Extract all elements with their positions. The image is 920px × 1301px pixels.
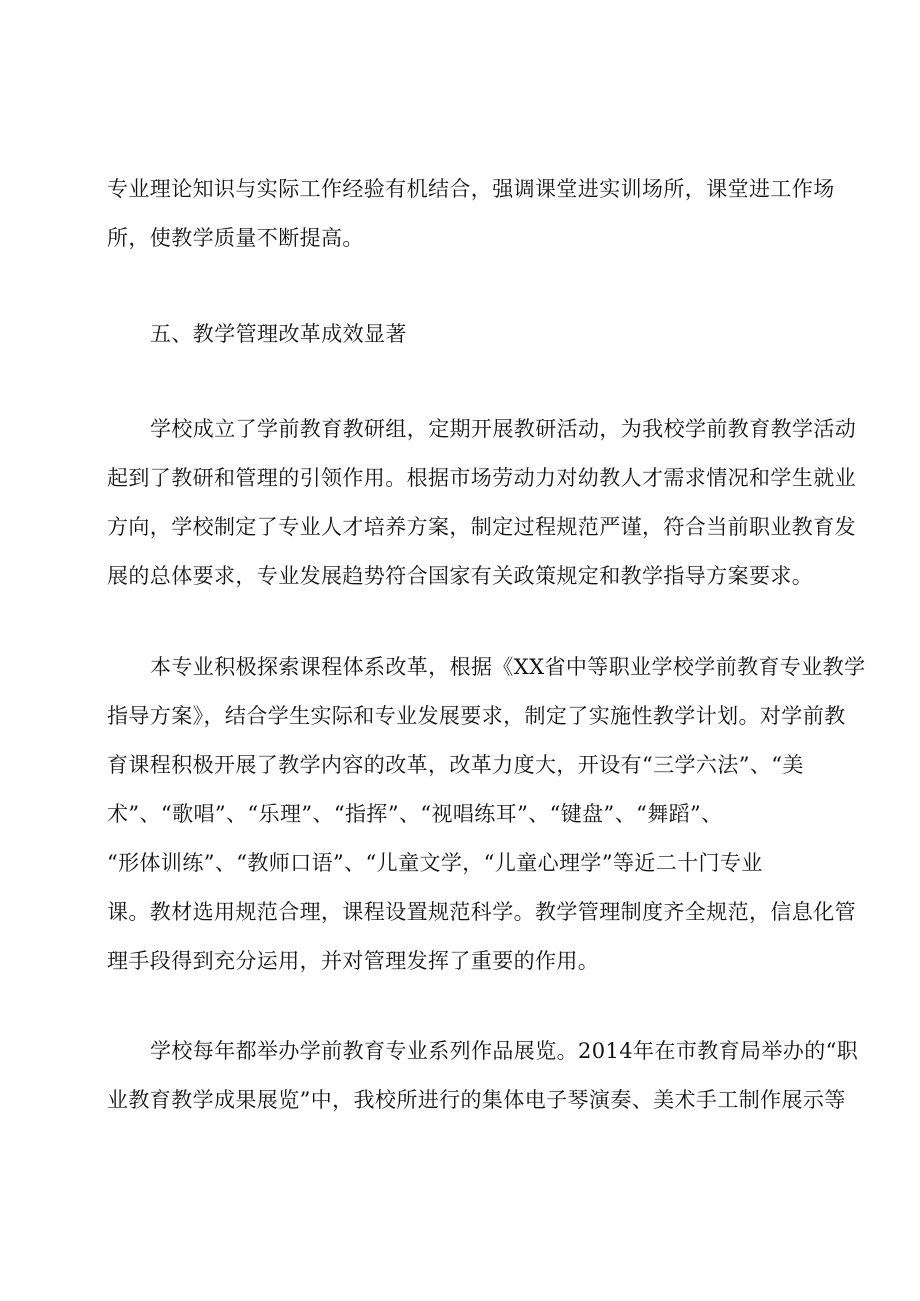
paragraph-1-line-3: 方向，学校制定了专业人才培养方案，制定过程规范严谨，符合当前职业教育发 <box>107 515 856 539</box>
paragraph-2-line-7: 理手段得到充分运用，并对管理发挥了重要的作用。 <box>107 949 600 973</box>
paragraph-2-line-4: 术”、“歌唱”、“乐理”、“指挥”、“视唱练耳”、“键盘”、“舞蹈”、 <box>107 802 723 826</box>
paragraph-2-line-5: “形体训练”、“教师口语”、“儿童文学，“儿童心理学”等近二十门专业 <box>107 851 763 875</box>
section-heading: 五、教学管理改革成效显著 <box>150 322 407 346</box>
paragraph-1-line-2: 起到了教研和管理的引领作用。根据市场劳动力对幼教人才需求情况和学生就业 <box>107 466 856 490</box>
paragraph-2-line-3: 育课程积极开展了教学内容的改革，改革力度大，开设有“三学六法”、“美 <box>107 753 804 777</box>
paragraph-2-line-6: 课。教材选用规范合理，课程设置规范科学。教学管理制度齐全规范，信息化管 <box>107 900 856 924</box>
paragraph-2-line-1: 本专业积极探索课程体系改革，根据《XX省中等职业学校学前教育专业教学 <box>150 655 866 679</box>
paragraph-2-line-2: 指导方案》，结合学生实际和专业发展要求，制定了实施性教学计划。对学前教 <box>107 704 846 728</box>
paragraph-1-line-1: 学校成立了学前教育教研组，定期开展教研活动，为我校学前教育教学活动 <box>150 417 857 441</box>
paragraph-3-line-1: 学校每年都举办学前教育专业系列作品展览。2014年在市教育局举办的“职 <box>150 1039 859 1063</box>
paragraph-continued-line-2: 所，使教学质量不断提高。 <box>107 226 364 250</box>
paragraph-continued-line-1: 专业理论知识与实际工作经验有机结合，强调课堂进实训场所，课堂进工作场 <box>107 177 835 201</box>
paragraph-1-line-4: 展的总体要求，专业发展趋势符合国家有关政策规定和教学指导方案要求。 <box>107 564 814 588</box>
paragraph-3-line-2: 业教育教学成果展览”中，我校所进行的集体电子琴演奏、美术手工制作展示等 <box>107 1088 846 1112</box>
